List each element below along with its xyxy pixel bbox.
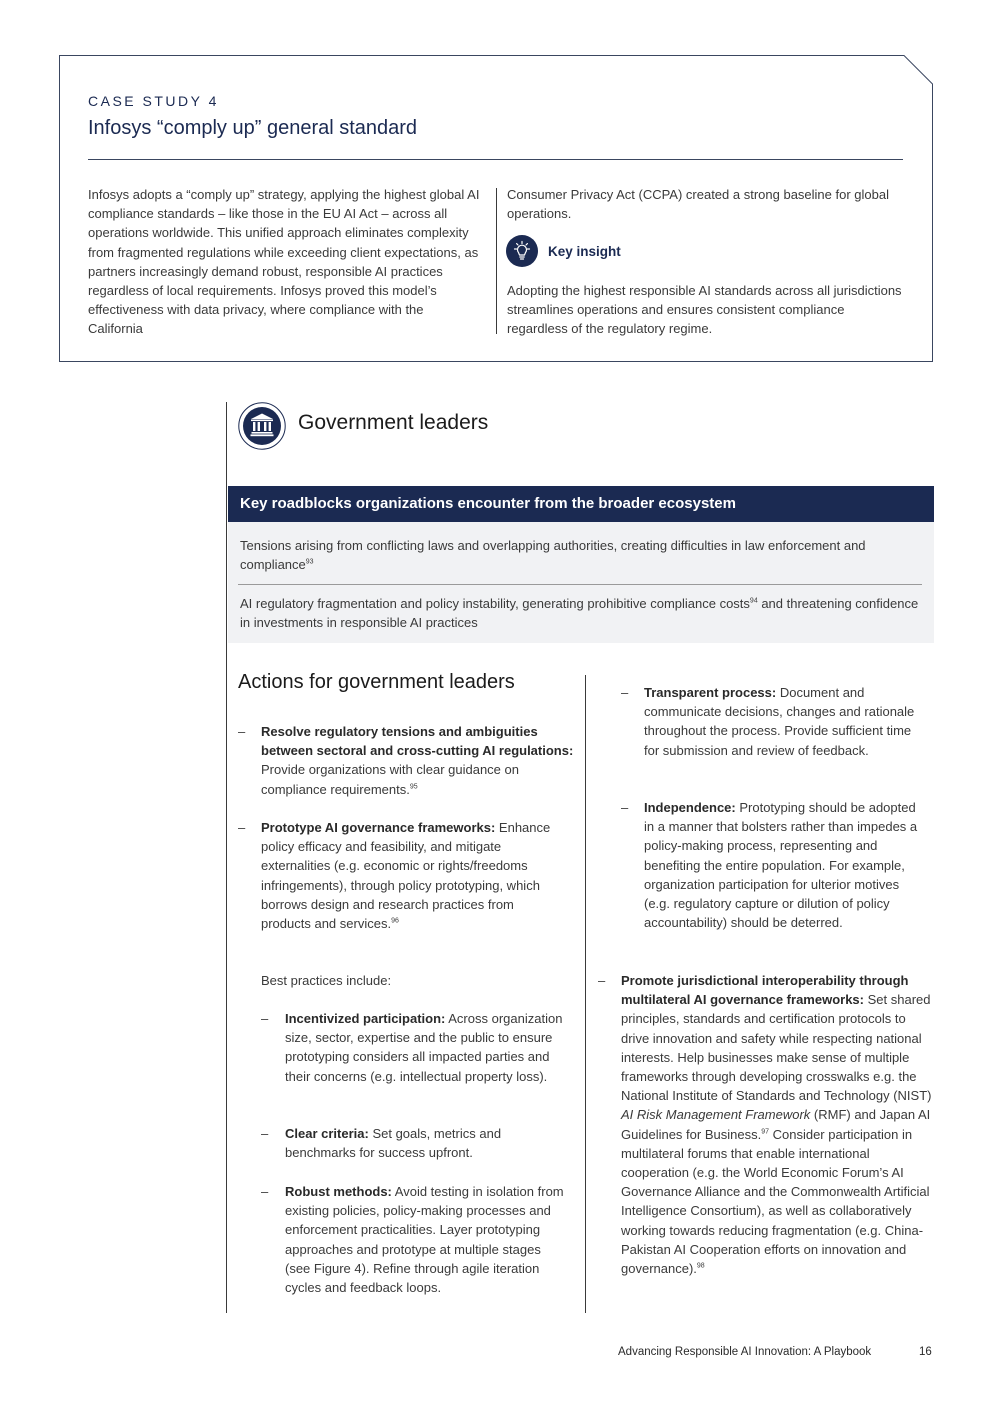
case-study-label: CASE STUDY 4	[88, 93, 219, 109]
action-body: Provide organizations with clear guidance on compliance requirements.	[261, 762, 519, 797]
practice-text	[285, 1124, 545, 1162]
roadblocks-list	[228, 522, 934, 643]
practice-body: Prototyping should be adopted in a manner that bolsters rather than impedes a policy-making process, representing and benefiting the entire population. For example, organization participation for ulterior motives (e.g. regulatory capture or dilution of policy accountability) should be deterred.	[644, 800, 918, 931]
government-building-icon	[238, 402, 286, 450]
practice-body: Across organization size, sector, expertise and the public to ensure prototyping considers all impacted parties and their concerns (e.g. intellectual property loss).	[285, 1011, 563, 1084]
key-insight-label: Key insight	[548, 244, 621, 259]
best-practices-label: Best practices include:	[261, 973, 392, 988]
action-body: Enhance policy efficacy and feasibility, and mitigate externalities (e.g. economic or rights/freedoms infringements), through policy prototyping, which borrows design and research practices from products and services.	[261, 820, 551, 932]
bullet-dash: –	[238, 820, 246, 835]
practice-heading: Transparent process:	[644, 685, 777, 700]
bullet-dash: –	[261, 1184, 269, 1199]
practice-heading: Clear criteria:	[285, 1126, 369, 1141]
case-study-title: Infosys “comply up” general standard	[88, 117, 418, 139]
bullet-dash: –	[621, 800, 629, 815]
action-heading: Resolve regulatory tensions and ambiguities between sectoral and cross-cutting AI regulations:	[261, 724, 574, 759]
practice-text	[285, 1182, 567, 1297]
footer-title-sub: A Playbook	[811, 1346, 872, 1358]
roadblocks-header-text: Key roadblocks organizations encounter from the broader ecosystem	[240, 495, 736, 512]
practice-body: Document and communicate decisions, changes and rationale throughout the process. Provide sufficient time for submission and review of feedback.	[644, 685, 915, 758]
key-insight-text: Adopting the highest responsible AI standards across all jurisdictions streamlines operations and ensures consistent compliance regardless of the regulatory regime.	[507, 283, 902, 337]
roadblock-item	[240, 536, 920, 574]
roadblock-text: and threatening confidence in investments in responsible AI practices	[240, 596, 919, 631]
action-text	[621, 971, 935, 1278]
action-heading: Promote jurisdictional interoperability through multilateral AI governance frameworks:	[621, 973, 909, 1008]
bullet-dash: –	[238, 724, 246, 739]
action-heading: Prototype AI governance frameworks:	[261, 820, 496, 835]
practice-heading: Incentivized participation:	[285, 1011, 446, 1026]
section-left-rule	[226, 402, 227, 1313]
bullet-dash: –	[261, 1011, 269, 1026]
page-number: 16	[919, 1346, 932, 1358]
bullet-dash: –	[598, 973, 606, 988]
footnote-ref: 97	[761, 1128, 769, 1136]
roadblock-item	[240, 594, 920, 632]
footnote-ref: 95	[409, 783, 418, 791]
case-study-divider	[88, 159, 903, 160]
roadblocks-header	[228, 486, 934, 522]
practice-body: Avoid testing in isolation from existing policies, policy-making processes and enforcement practicalities. Layer prototyping approaches and prototype at multiple stages (see Figure 4). Refine through agile iteration cycles and feedback loops.	[285, 1184, 564, 1296]
practice-heading: Robust methods:	[285, 1184, 392, 1199]
lightbulb-icon	[505, 234, 539, 268]
footnote-ref: 98	[696, 1262, 705, 1270]
practice-heading: Independence:	[644, 800, 736, 815]
case-study-text-col1: Infosys adopts a “comply up” strategy, applying the highest global AI compliance standards – like those in the EU AI Act – across all operations worldwide. This unified approach eliminates complexity from fragmented regulations while exceeding client expectations, as partners increasingly demand robust, responsible AI practices regardless of local requirements. Infosys proved this model’s effectiveness with data privacy, where compliance with the California	[88, 187, 480, 337]
action-text	[261, 722, 577, 799]
practice-body: Set goals, metrics and benchmarks for success upfront.	[285, 1126, 502, 1161]
roadblock-text: AI regulatory fragmentation and policy instability, generating prohibitive compliance costs	[240, 596, 750, 611]
practice-text	[644, 683, 916, 760]
roadblock-divider	[238, 584, 922, 585]
footnote-ref: 94	[749, 597, 758, 605]
bullet-dash: –	[621, 685, 629, 700]
bullet-dash: –	[261, 1126, 269, 1141]
footer-title	[618, 1346, 871, 1358]
practice-text	[285, 1009, 565, 1086]
roadblock-text: Tensions arising from conflicting laws and overlapping authorities, creating difficulties in law enforcement and compliance	[240, 538, 866, 573]
footnote-ref: 93	[305, 558, 314, 566]
action-body: Set shared principles, standards and certification protocols to drive innovation and safety while respecting national interests. Help businesses make sense of multiple frameworks through developing crosswalks e.g. the National Institute of Standards and Technology (NIST)	[621, 992, 932, 1104]
column-divider	[496, 188, 497, 334]
footer-title-main: Advancing Responsible AI Innovation:	[618, 1346, 812, 1358]
case-study-box	[59, 55, 933, 362]
footnote-ref: 96	[391, 917, 399, 925]
actions-title: Actions for government leaders	[238, 671, 515, 693]
action-body: Consider participation in multilateral forums that enable international cooperation (e.g. the World Economic Forum’s AI Governance Alliance and the Commonwealth Artificial Intelligence Consortium), as well as collaboratively working towards reducing fragmentation (e.g. China-Pakistan AI Cooperation efforts on innovation and governance).	[621, 1126, 930, 1277]
action-text	[261, 818, 551, 933]
section-title: Government leaders	[298, 411, 489, 434]
column-divider	[585, 675, 586, 1313]
practice-text	[644, 798, 918, 932]
action-body: (RMF) and Japan AI Guidelines for Business.	[621, 1107, 931, 1142]
case-study-text-col2: Consumer Privacy Act (CCPA) created a strong baseline for global operations.	[507, 187, 889, 222]
framework-name: AI Risk Management Framework	[621, 1107, 811, 1123]
